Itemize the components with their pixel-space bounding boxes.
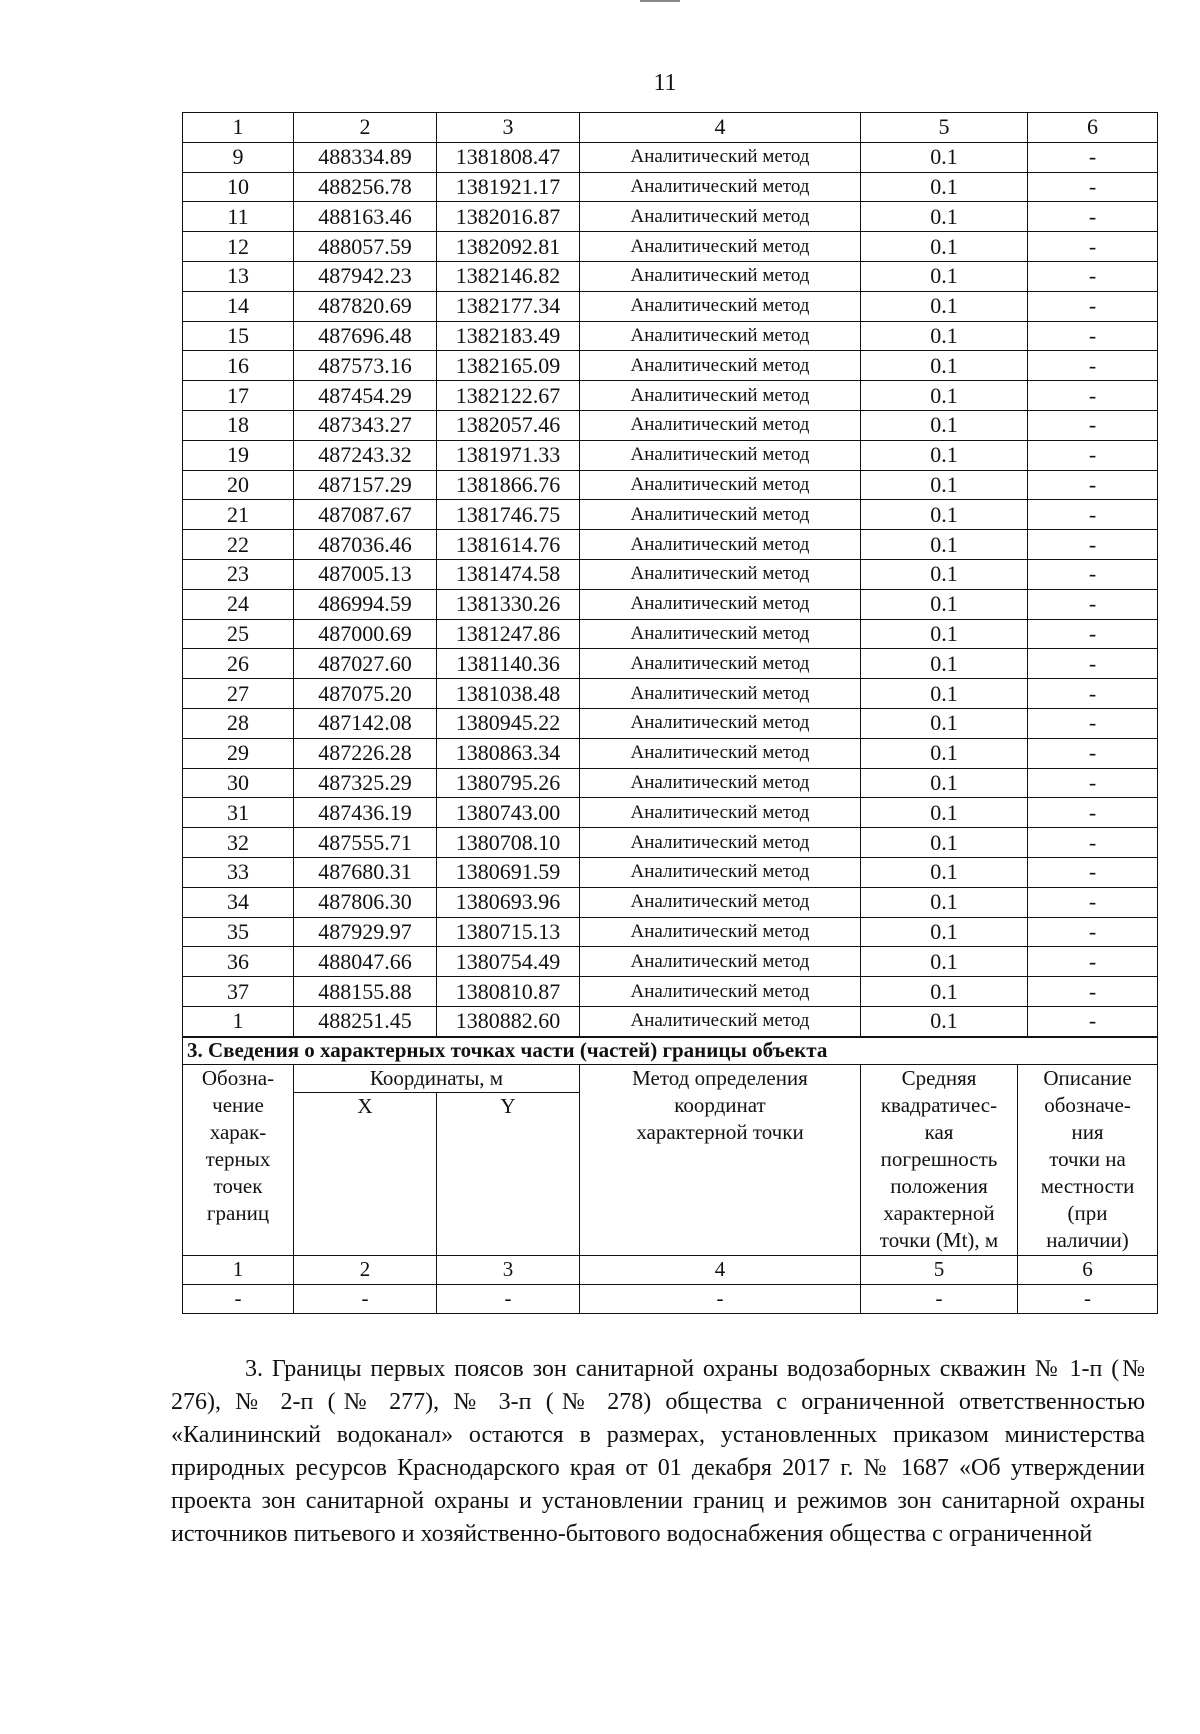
x-coordinate-cell: 487142.08	[294, 708, 437, 738]
header-cell: 2	[294, 113, 437, 143]
point-number-cell: 12	[183, 232, 294, 262]
point-number-cell: 30	[183, 768, 294, 798]
description-cell: -	[1028, 321, 1158, 351]
x-coordinate-cell: 487454.29	[294, 381, 437, 411]
y-coordinate-cell: 1382146.82	[437, 261, 580, 291]
method-cell: Аналитический метод	[580, 291, 861, 321]
number-cell: 5	[861, 1255, 1018, 1284]
table-row	[183, 261, 1158, 291]
section-3-table	[182, 1037, 1158, 1314]
y-coordinate-cell: 1381330.26	[437, 589, 580, 619]
error-cell: 0.1	[861, 857, 1028, 887]
point-number-cell: 15	[183, 321, 294, 351]
y-coordinate-cell: 1381247.86	[437, 619, 580, 649]
description-cell: -	[1028, 768, 1158, 798]
description-cell: -	[1028, 559, 1158, 589]
method-cell: Аналитический метод	[580, 589, 861, 619]
y-coordinate-cell: 1380945.22	[437, 708, 580, 738]
description-cell: -	[1028, 679, 1158, 709]
y-coordinate-cell: 1382183.49	[437, 321, 580, 351]
point-number-cell: 33	[183, 857, 294, 887]
point-number-cell: 9	[183, 142, 294, 172]
method-cell: Аналитический метод	[580, 410, 861, 440]
method-cell: Аналитический метод	[580, 261, 861, 291]
method-cell: Аналитический метод	[580, 887, 861, 917]
dash-cell: -	[580, 1284, 861, 1313]
number-cell: 6	[1018, 1255, 1158, 1284]
error-cell: 0.1	[861, 977, 1028, 1007]
dash-cell: -	[861, 1284, 1018, 1313]
description-cell: -	[1028, 142, 1158, 172]
error-header: Средняя квадратичес- кая погрешность положения характерной точки (Mt), м	[861, 1064, 1018, 1255]
method-cell: Аналитический метод	[580, 321, 861, 351]
description-cell: -	[1028, 1006, 1158, 1036]
description-cell: -	[1028, 500, 1158, 530]
x-coordinate-cell: 487000.69	[294, 619, 437, 649]
y-coordinate-cell: 1380691.59	[437, 857, 580, 887]
table-row	[183, 798, 1158, 828]
description-cell: -	[1028, 410, 1158, 440]
table-row	[183, 887, 1158, 917]
description-cell: -	[1028, 351, 1158, 381]
point-number-cell: 21	[183, 500, 294, 530]
x-coordinate-cell: 487806.30	[294, 887, 437, 917]
method-cell: Аналитический метод	[580, 619, 861, 649]
header-cell: 1	[183, 113, 294, 143]
point-number-cell: 24	[183, 589, 294, 619]
point-number-cell: 13	[183, 261, 294, 291]
error-cell: 0.1	[861, 619, 1028, 649]
y-coordinate-cell: 1381866.76	[437, 470, 580, 500]
y-coordinate-cell: 1380810.87	[437, 977, 580, 1007]
page-number: 11	[653, 70, 677, 96]
y-coordinate-cell: 1381474.58	[437, 559, 580, 589]
y-coordinate-cell: 1380708.10	[437, 828, 580, 858]
table-row	[183, 500, 1158, 530]
x-coordinate-cell: 488251.45	[294, 1006, 437, 1036]
x-coordinate-cell: 486994.59	[294, 589, 437, 619]
error-cell: 0.1	[861, 530, 1028, 560]
error-cell: 0.1	[861, 738, 1028, 768]
table-header-row	[183, 113, 1158, 143]
description-cell: -	[1028, 619, 1158, 649]
error-cell: 0.1	[861, 798, 1028, 828]
section-empty-row	[183, 1284, 1158, 1313]
section-title-row	[183, 1037, 1158, 1064]
table-row	[183, 857, 1158, 887]
section-title: 3. Сведения о характерных точках части (частей) границы объекта	[183, 1037, 1158, 1064]
table-row	[183, 440, 1158, 470]
table-row	[183, 559, 1158, 589]
y-header: Y	[437, 1092, 580, 1255]
error-cell: 0.1	[861, 589, 1028, 619]
point-number-cell: 18	[183, 410, 294, 440]
y-coordinate-cell: 1382057.46	[437, 410, 580, 440]
coordinates-table	[182, 112, 1158, 1037]
x-coordinate-cell: 487036.46	[294, 530, 437, 560]
point-number-cell: 11	[183, 202, 294, 232]
error-cell: 0.1	[861, 828, 1028, 858]
section-number-row	[183, 1255, 1158, 1284]
method-cell: Аналитический метод	[580, 142, 861, 172]
table-row	[183, 708, 1158, 738]
y-coordinate-cell: 1381808.47	[437, 142, 580, 172]
x-coordinate-cell: 487820.69	[294, 291, 437, 321]
table-row	[183, 381, 1158, 411]
error-cell: 0.1	[861, 381, 1028, 411]
description-cell: -	[1028, 887, 1158, 917]
point-number-cell: 19	[183, 440, 294, 470]
x-coordinate-cell: 487680.31	[294, 857, 437, 887]
x-coordinate-cell: 487226.28	[294, 738, 437, 768]
description-cell: -	[1028, 381, 1158, 411]
y-coordinate-cell: 1381614.76	[437, 530, 580, 560]
number-cell: 3	[437, 1255, 580, 1284]
section-header-row-1	[183, 1064, 1158, 1092]
method-cell: Аналитический метод	[580, 768, 861, 798]
error-cell: 0.1	[861, 559, 1028, 589]
y-coordinate-cell: 1382177.34	[437, 291, 580, 321]
point-number-cell: 32	[183, 828, 294, 858]
table-row	[183, 977, 1158, 1007]
method-cell: Аналитический метод	[580, 679, 861, 709]
method-cell: Аналитический метод	[580, 857, 861, 887]
y-coordinate-cell: 1382092.81	[437, 232, 580, 262]
error-cell: 0.1	[861, 768, 1028, 798]
table-row	[183, 470, 1158, 500]
method-cell: Аналитический метод	[580, 798, 861, 828]
error-cell: 0.1	[861, 202, 1028, 232]
y-coordinate-cell: 1381038.48	[437, 679, 580, 709]
dash-cell: -	[1018, 1284, 1158, 1313]
method-cell: Аналитический метод	[580, 381, 861, 411]
dash-cell: -	[183, 1284, 294, 1313]
description-cell: -	[1028, 649, 1158, 679]
error-cell: 0.1	[861, 917, 1028, 947]
point-number-cell: 22	[183, 530, 294, 560]
table-row	[183, 1006, 1158, 1036]
description-cell: -	[1028, 917, 1158, 947]
table-row	[183, 768, 1158, 798]
point-number-cell: 31	[183, 798, 294, 828]
method-cell: Аналитический метод	[580, 708, 861, 738]
x-coordinate-cell: 487157.29	[294, 470, 437, 500]
table-row	[183, 828, 1158, 858]
description-cell: -	[1028, 172, 1158, 202]
method-cell: Аналитический метод	[580, 977, 861, 1007]
x-coordinate-cell: 487573.16	[294, 351, 437, 381]
point-number-cell: 28	[183, 708, 294, 738]
error-cell: 0.1	[861, 440, 1028, 470]
y-coordinate-cell: 1380882.60	[437, 1006, 580, 1036]
y-coordinate-cell: 1381140.36	[437, 649, 580, 679]
description-cell: -	[1028, 470, 1158, 500]
error-cell: 0.1	[861, 232, 1028, 262]
point-number-cell: 37	[183, 977, 294, 1007]
table-row	[183, 410, 1158, 440]
y-coordinate-cell: 1381921.17	[437, 172, 580, 202]
x-coordinate-cell: 487696.48	[294, 321, 437, 351]
description-cell: -	[1028, 202, 1158, 232]
table-row	[183, 321, 1158, 351]
table-row	[183, 232, 1158, 262]
table-row	[183, 917, 1158, 947]
description-cell: -	[1028, 947, 1158, 977]
description-cell: -	[1028, 589, 1158, 619]
point-designation-header: Обозна- чение харак- терных точек границ	[183, 1064, 294, 1255]
method-cell: Аналитический метод	[580, 530, 861, 560]
point-number-cell: 20	[183, 470, 294, 500]
point-number-cell: 35	[183, 917, 294, 947]
header-cell: 4	[580, 113, 861, 143]
error-cell: 0.1	[861, 500, 1028, 530]
x-coordinate-cell: 488155.88	[294, 977, 437, 1007]
x-coordinate-cell: 487942.23	[294, 261, 437, 291]
table-row	[183, 172, 1158, 202]
coordinates-table-block	[182, 112, 1157, 1314]
method-cell: Аналитический метод	[580, 470, 861, 500]
error-cell: 0.1	[861, 410, 1028, 440]
error-cell: 0.1	[861, 947, 1028, 977]
x-coordinate-cell: 488047.66	[294, 947, 437, 977]
point-number-cell: 16	[183, 351, 294, 381]
y-coordinate-cell: 1380715.13	[437, 917, 580, 947]
x-coordinate-cell: 487555.71	[294, 828, 437, 858]
number-cell: 4	[580, 1255, 861, 1284]
y-coordinate-cell: 1380754.49	[437, 947, 580, 977]
x-coordinate-cell: 487436.19	[294, 798, 437, 828]
description-cell: -	[1028, 738, 1158, 768]
description-cell: -	[1028, 977, 1158, 1007]
error-cell: 0.1	[861, 291, 1028, 321]
y-coordinate-cell: 1381971.33	[437, 440, 580, 470]
x-coordinate-cell: 488256.78	[294, 172, 437, 202]
table-row	[183, 738, 1158, 768]
method-cell: Аналитический метод	[580, 917, 861, 947]
description-cell: -	[1028, 261, 1158, 291]
method-cell: Аналитический метод	[580, 738, 861, 768]
x-header: X	[294, 1092, 437, 1255]
x-coordinate-cell: 487075.20	[294, 679, 437, 709]
paragraph-text: 3. Границы первых поясов зон санитарной охраны водозаборных скважин № 1-п (№ 276), № 2-п (№ 277), № 3-п (№ 278) общества с ограниченной ответственностью «Калининский водоканал» остаются в размерах, установленных приказом министерства природных ресурсов Краснодарского края от 01 декабря 2017 г. № 1687 «Об утверждении проекта зон санитарной охраны и установлении границ и режимов зон санитарной охраны источников питьевого и хозяйственно-бытового водоснабжения общества с ограниченной	[171, 1356, 1145, 1547]
y-coordinate-cell: 1382122.67	[437, 381, 580, 411]
number-cell: 2	[294, 1255, 437, 1284]
x-coordinate-cell: 487027.60	[294, 649, 437, 679]
x-coordinate-cell: 487005.13	[294, 559, 437, 589]
number-cell: 1	[183, 1255, 294, 1284]
y-coordinate-cell: 1380743.00	[437, 798, 580, 828]
description-cell: -	[1028, 530, 1158, 560]
y-coordinate-cell: 1380693.96	[437, 887, 580, 917]
method-header: Метод определения координат характерной точки	[580, 1064, 861, 1255]
method-cell: Аналитический метод	[580, 1006, 861, 1036]
table-row	[183, 142, 1158, 172]
method-cell: Аналитический метод	[580, 500, 861, 530]
y-coordinate-cell: 1380863.34	[437, 738, 580, 768]
x-coordinate-cell: 488334.89	[294, 142, 437, 172]
table-row	[183, 351, 1158, 381]
dash-cell: -	[294, 1284, 437, 1313]
description-cell: -	[1028, 232, 1158, 262]
method-cell: Аналитический метод	[580, 947, 861, 977]
error-cell: 0.1	[861, 1006, 1028, 1036]
table-row	[183, 291, 1158, 321]
error-cell: 0.1	[861, 172, 1028, 202]
x-coordinate-cell: 488163.46	[294, 202, 437, 232]
table-row	[183, 202, 1158, 232]
error-cell: 0.1	[861, 887, 1028, 917]
point-number-cell: 23	[183, 559, 294, 589]
point-number-cell: 27	[183, 679, 294, 709]
point-number-cell: 36	[183, 947, 294, 977]
point-number-cell: 25	[183, 619, 294, 649]
x-coordinate-cell: 487929.97	[294, 917, 437, 947]
description-cell: -	[1028, 440, 1158, 470]
y-coordinate-cell: 1382165.09	[437, 351, 580, 381]
x-coordinate-cell: 487325.29	[294, 768, 437, 798]
point-number-cell: 1	[183, 1006, 294, 1036]
scan-mark	[640, 0, 680, 2]
point-number-cell: 26	[183, 649, 294, 679]
y-coordinate-cell: 1380795.26	[437, 768, 580, 798]
method-cell: Аналитический метод	[580, 828, 861, 858]
description-cell: -	[1028, 828, 1158, 858]
coordinates-header: Координаты, м	[294, 1064, 580, 1092]
table-row	[183, 649, 1158, 679]
error-cell: 0.1	[861, 470, 1028, 500]
description-cell: -	[1028, 798, 1158, 828]
point-number-cell: 34	[183, 887, 294, 917]
point-number-cell: 17	[183, 381, 294, 411]
header-cell: 6	[1028, 113, 1158, 143]
error-cell: 0.1	[861, 708, 1028, 738]
error-cell: 0.1	[861, 142, 1028, 172]
header-cell: 5	[861, 113, 1028, 143]
x-coordinate-cell: 487087.67	[294, 500, 437, 530]
x-coordinate-cell: 488057.59	[294, 232, 437, 262]
point-number-cell: 14	[183, 291, 294, 321]
table-row	[183, 530, 1158, 560]
method-cell: Аналитический метод	[580, 351, 861, 381]
method-cell: Аналитический метод	[580, 649, 861, 679]
error-cell: 0.1	[861, 321, 1028, 351]
table-row	[183, 947, 1158, 977]
method-cell: Аналитический метод	[580, 202, 861, 232]
description-cell: -	[1028, 857, 1158, 887]
y-coordinate-cell: 1382016.87	[437, 202, 580, 232]
description-cell: -	[1028, 708, 1158, 738]
header-cell: 3	[437, 113, 580, 143]
method-cell: Аналитический метод	[580, 232, 861, 262]
error-cell: 0.1	[861, 261, 1028, 291]
table-row	[183, 589, 1158, 619]
x-coordinate-cell: 487343.27	[294, 410, 437, 440]
y-coordinate-cell: 1381746.75	[437, 500, 580, 530]
table-row	[183, 619, 1158, 649]
point-number-cell: 29	[183, 738, 294, 768]
method-cell: Аналитический метод	[580, 559, 861, 589]
body-paragraph	[171, 1353, 1145, 1551]
x-coordinate-cell: 487243.32	[294, 440, 437, 470]
error-cell: 0.1	[861, 679, 1028, 709]
coordinates-table-body	[183, 113, 1158, 1037]
description-header: Описание обозначе- ния точки на местности (при наличии)	[1018, 1064, 1158, 1255]
dash-cell: -	[437, 1284, 580, 1313]
method-cell: Аналитический метод	[580, 172, 861, 202]
point-number-cell: 10	[183, 172, 294, 202]
description-cell: -	[1028, 291, 1158, 321]
error-cell: 0.1	[861, 351, 1028, 381]
error-cell: 0.1	[861, 649, 1028, 679]
method-cell: Аналитический метод	[580, 440, 861, 470]
table-row	[183, 679, 1158, 709]
